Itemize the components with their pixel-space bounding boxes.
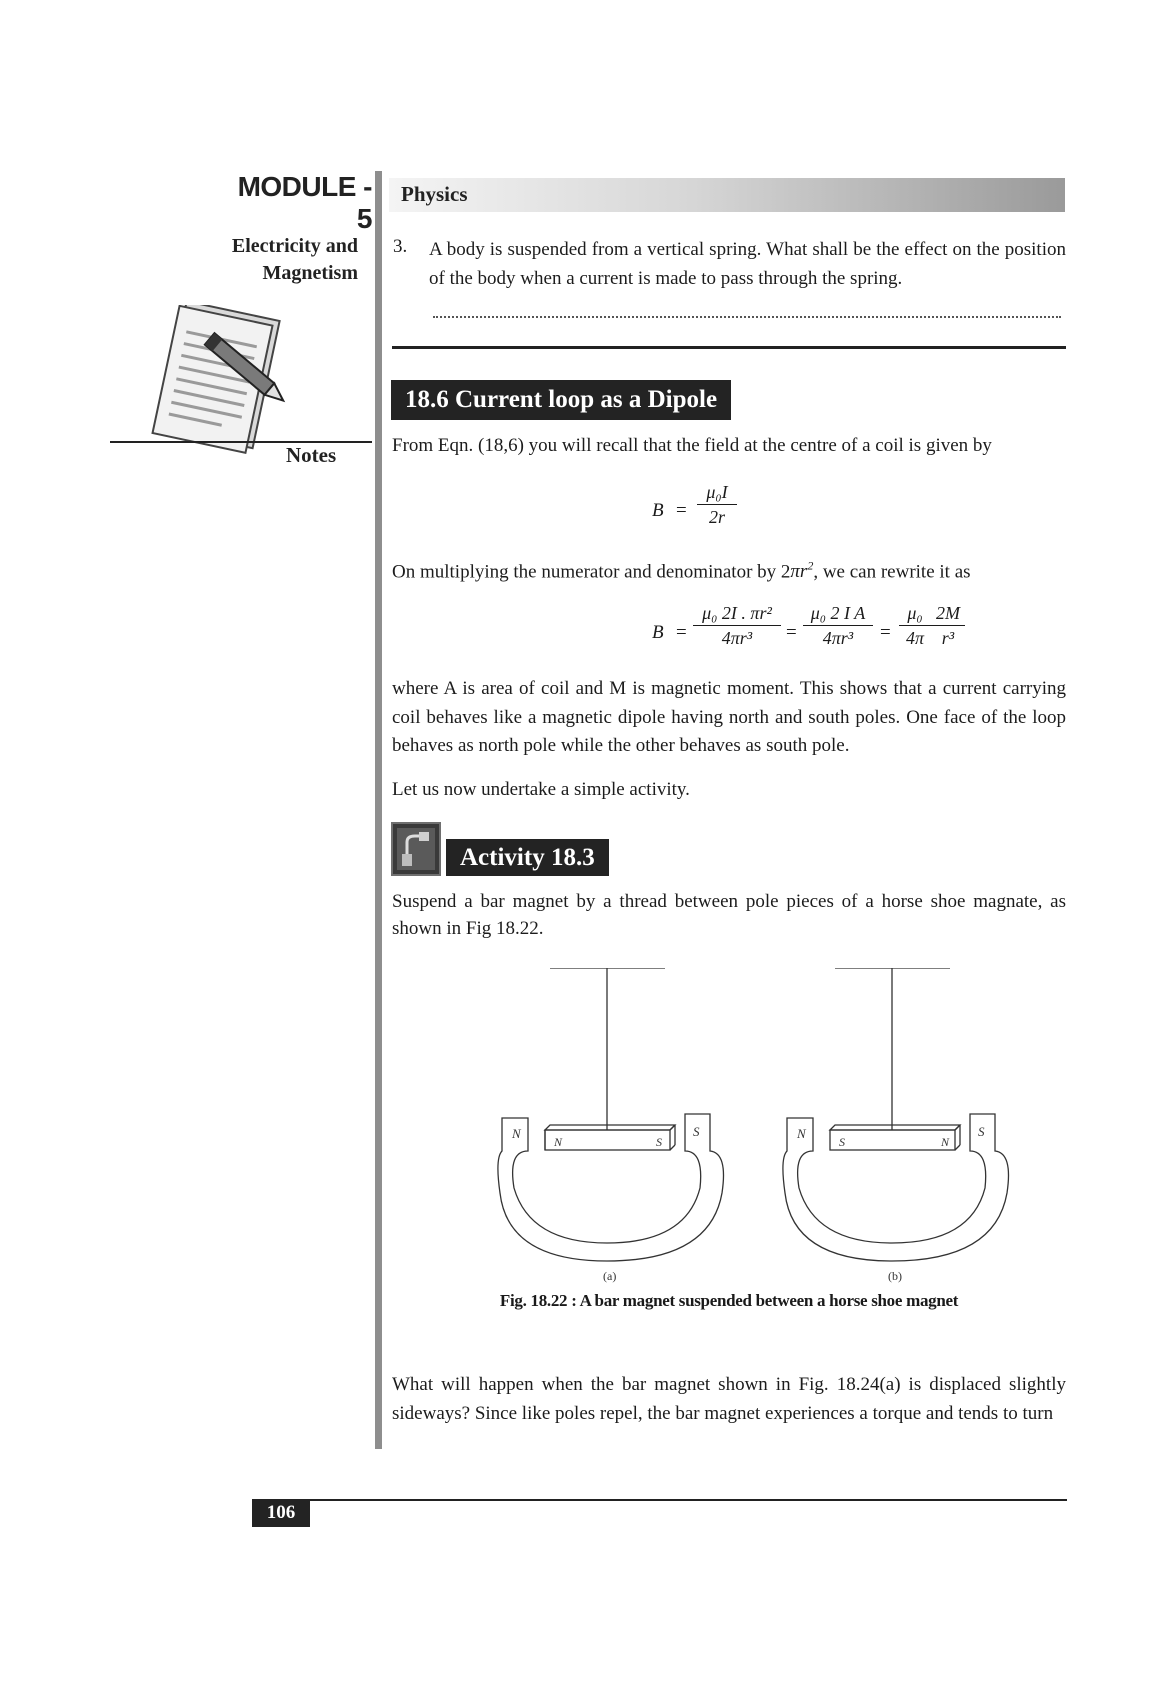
figure-panel-b <box>783 968 1009 1261</box>
section-heading: 18.6 Current loop as a Dipole <box>391 380 731 420</box>
paragraph-part: On multiplying the numerator and denominator by 2 <box>392 561 791 583</box>
eq2-f1-denominator: 4πr³ <box>721 628 753 648</box>
paragraph: On multiplying the numerator and denominator by $2\pi r^2$, we can rewrite it as <box>392 559 971 583</box>
paragraph: What will happen when the bar magnet shown in Fig. 18.24(a) is displaced slightly sideways? Since like poles repel, the bar magnet experiences a torque and tends to turn <box>392 1374 1066 1424</box>
header-bar <box>389 178 1065 212</box>
eq2-f4-denominator: r³ <box>941 628 955 648</box>
figure-panel-a <box>498 968 724 1261</box>
eq1-numerator: μ₀I <box>697 482 737 505</box>
eq2-f3-numerator: μ₀ <box>899 603 931 626</box>
eq2-fraction-1 <box>693 603 781 649</box>
fig-a-bar-left: N <box>554 1135 563 1149</box>
activity-heading: Activity 18.3 <box>446 839 609 876</box>
fig-a-right-pole: S <box>693 1124 700 1139</box>
fig-a-left-pole: N <box>512 1126 521 1141</box>
answer-line <box>433 312 1061 318</box>
page-number: 106 <box>252 1499 310 1527</box>
eq2-equals: = <box>676 622 687 643</box>
figure-caption: Fig. 18.22 : A bar magnet suspended between a horse shoe magnet <box>499 1291 959 1310</box>
question-number: 3. <box>393 236 408 257</box>
eq2-fraction-3 <box>899 603 931 649</box>
eq2-equals-2: = <box>786 622 797 643</box>
unit-title-line1: Electricity and <box>231 235 358 257</box>
eq1-fraction <box>697 482 737 528</box>
subject-title: Physics <box>401 182 468 206</box>
eq2-equals-3: = <box>880 622 891 643</box>
activity-icon <box>391 822 441 876</box>
fig-b-right-pole: S <box>978 1124 985 1139</box>
activity-text: Suspend a bar magnet by a thread between pole pieces of a horse shoe magnate, as shown in Fig 18.22. <box>392 891 1066 939</box>
eq2-f2-numerator: μ₀ 2 I A <box>803 603 873 626</box>
eq1-equals: = <box>676 500 687 521</box>
unit-title <box>200 233 358 287</box>
question-text: A body is suspended from a vertical spring. What shall be the effect on the position of the body when a current is made to pass through the spring. <box>429 239 1066 289</box>
eq2-f4-numerator: 2M <box>931 603 965 626</box>
eq1-lhs: B <box>652 500 664 521</box>
footer-rule <box>310 1499 1067 1501</box>
paragraph: where A is area of coil and M is magnetic moment. This shows that a current carrying coil behaves like a magnetic dipole having north and south poles. One face of the loop behaves as north pole while the other behaves as south pole. <box>392 678 1066 756</box>
fig-b-bar-left: S <box>839 1135 845 1149</box>
paragraph: From Eqn. (18,6) you will recall that the field at the centre of a coil is given by <box>392 435 992 456</box>
fig-b-bar-right: N <box>941 1135 950 1149</box>
eq1-denominator: 2r <box>708 507 725 527</box>
module-title: MODULE - 5 <box>237 171 372 234</box>
paragraph-part: , we can rewrite it as <box>813 561 971 583</box>
horseshoe-magnet-figure <box>490 968 1030 1283</box>
eq2-lhs: B <box>652 622 664 643</box>
fig-a-label: (a) <box>603 1269 617 1283</box>
unit-title-line2: Magnetism <box>262 262 358 284</box>
eq2-f2-denominator: 4πr³ <box>822 628 854 648</box>
eq2-f1-numerator: μ₀ 2I . πr² <box>693 603 781 626</box>
section-divider <box>392 346 1066 349</box>
fig-a-bar-right: S <box>656 1135 662 1149</box>
fig-b-left-pole: N <box>797 1126 806 1141</box>
eq2-fraction-4 <box>931 603 965 649</box>
eq2-fraction-2 <box>803 603 873 649</box>
notes-label: Notes <box>286 443 337 467</box>
fig-b-label: (b) <box>888 1269 902 1283</box>
eq2-f3-denominator: 4π <box>905 628 925 648</box>
margin-divider <box>375 171 382 1449</box>
paragraph: Let us now undertake a simple activity. <box>392 779 690 800</box>
